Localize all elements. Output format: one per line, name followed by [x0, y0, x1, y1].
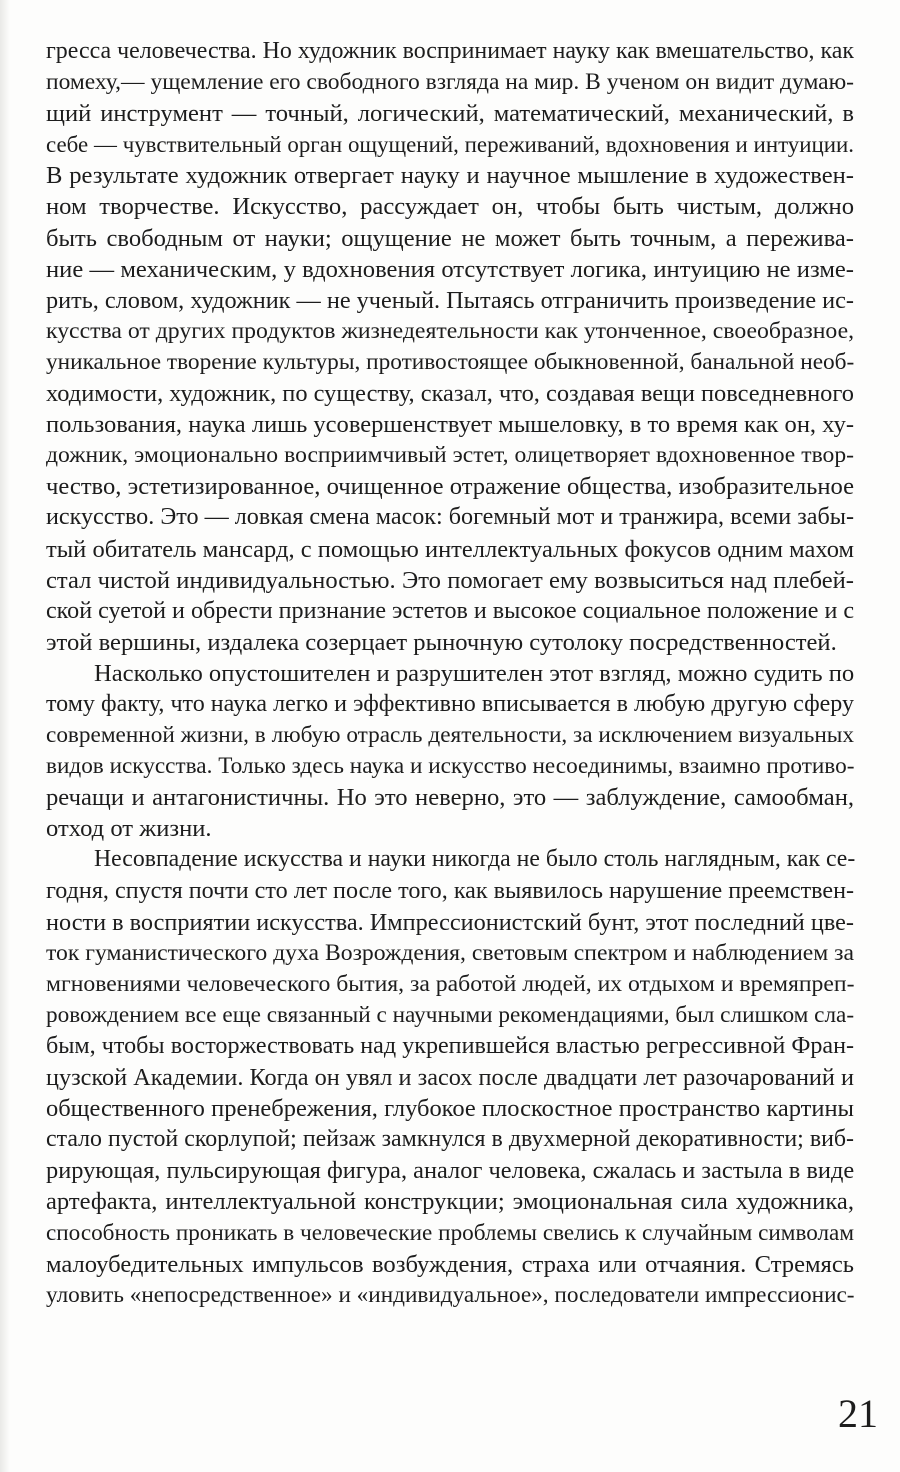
text-line: тому факту, что наука легко и эффективно вписывается в любую другую сферу: [46, 690, 854, 717]
text-line: артефакта, интеллектуальной конструкции; эмоциональная сила художника,: [46, 1188, 854, 1216]
text-line: себе — чувствительный орган ощущений, переживаний, вдохновения и интуиции.: [46, 132, 854, 158]
text-line: стало пустой скорлупой; пейзаж замкнулся в двухмерной декоративности; виб-: [46, 1126, 854, 1153]
text-line: речащи и антагонистичны. Но это неверно, это — заблуждение, самообман,: [46, 784, 854, 812]
paragraph-2: [46, 658, 854, 845]
paragraph-3: [46, 844, 854, 1310]
text-line: быть свободным от науки; ощущение не может быть точным, а пережива-: [46, 224, 854, 252]
text-line: гресса человечества. Но художник воспринимает науку как вмешательство, как: [46, 38, 854, 64]
text-line: ток гуманистического духа Возрождения, световым спектром и наблюдением за: [46, 939, 854, 966]
text-line: этой вершины, издалека созерцает рыночную сутолоку посредственностей.: [46, 628, 837, 656]
paragraph-1: [46, 36, 854, 658]
text-line: Насколько опустошителен и разрушителен этот взгляд, можно судить по: [94, 659, 855, 687]
text-line: искусство. Это — ловкая смена масок: богемный мот и транжира, всеми забы-: [46, 504, 854, 531]
text-line: помеху,— ущемление его свободного взгляда на мир. В ученом он видит думаю-: [46, 69, 854, 96]
text-line: щий инструмент — точный, логический, математический, механический, в: [46, 100, 854, 128]
text-line: ходимости, художник, по существу, сказал, что, создавая вещи повседневного: [46, 380, 854, 408]
page-gutter-shadow: [0, 0, 10, 1472]
text-line: уловить «непосредственное» и «индивидуальное», последователи импрессионис-: [46, 1281, 855, 1308]
text-line: цузской Академии. Когда он увял и засох после двадцати лет разочарований и: [46, 1064, 854, 1092]
text-line: кусства от других продуктов жизнедеятельности как утонченное, своеобразное,: [46, 317, 855, 344]
text-line: общественного пренебрежения, глубокое плоскостное пространство картины: [46, 1095, 854, 1123]
text-line: годня, спустя почти сто лет после того, как выявилось нарушение преемствен-: [46, 877, 854, 904]
text-line: В результате художник отвергает науку и научное мышление в художествен-: [46, 162, 854, 190]
text-line: чество, эстетизированное, очищенное отражение общества, изобразительное: [46, 473, 854, 501]
text-line: стал чистой индивидуальностью. Это помогает ему возвыситься над плебей-: [46, 566, 854, 594]
text-line: Несовпадение искусства и науки никогда не было столь наглядным, как се-: [94, 846, 856, 873]
text-line: дожник, эмоционально восприимчивый эстет, олицетворяет вдохновенное твор-: [46, 442, 854, 469]
text-line: ской суетой и обрести признание эстетов и высокое социальное положение и с: [46, 597, 855, 624]
text-line: способность проникать в человеческие проблемы свелись к случайным символам: [46, 1219, 854, 1246]
text-line: современной жизни, в любую отрасль деятельности, за исключением визуальных: [46, 722, 854, 749]
text-line: пользования, наука лишь усовершенствует мышеловку, в то время как он, ху-: [46, 411, 854, 439]
text-line: отход от жизни.: [46, 815, 212, 843]
text-line: тый обитатель мансард, с помощью интеллектуальных фокусов одним махом: [46, 535, 854, 563]
page-number: 21: [838, 1391, 878, 1436]
text-line: ровождением все еще связанный с научными рекомендациями, был слишком сла-: [46, 1001, 855, 1028]
text-line: бым, чтобы восторжествовать над укрепившейся властью регрессивной Фран-: [46, 1033, 854, 1059]
text-line: ном творчестве. Искусство, рассуждает он, чтобы быть чистым, должно: [46, 193, 854, 221]
text-line: видов искусства. Только здесь наука и искусство несоединимы, взаимно противо-: [46, 753, 855, 780]
text-line: рирующая, пульсирующая фигура, аналог человека, сжалась и застыла в виде: [46, 1157, 855, 1185]
text-line: рить, словом, художник — не ученый. Пытаясь отграничить произведение ис-: [46, 286, 854, 314]
text-line: ние — механическим, у вдохновения отсутствует логика, интуицию не изме-: [46, 255, 854, 283]
text-line: уникальное творение культуры, противостоящее обыкновенной, банальной необ-: [46, 348, 855, 375]
text-line: мгновениями человеческого бытия, за работой людей, их отдыхом и времяпреп-: [46, 970, 855, 997]
text-line: малоубедительных импульсов возбуждения, страха или отчаяния. Стремясь: [46, 1250, 854, 1278]
text-line: ности в восприятии искусства. Импрессионистский бунт, этот последний цве-: [46, 908, 854, 936]
body-text: [46, 36, 854, 1311]
